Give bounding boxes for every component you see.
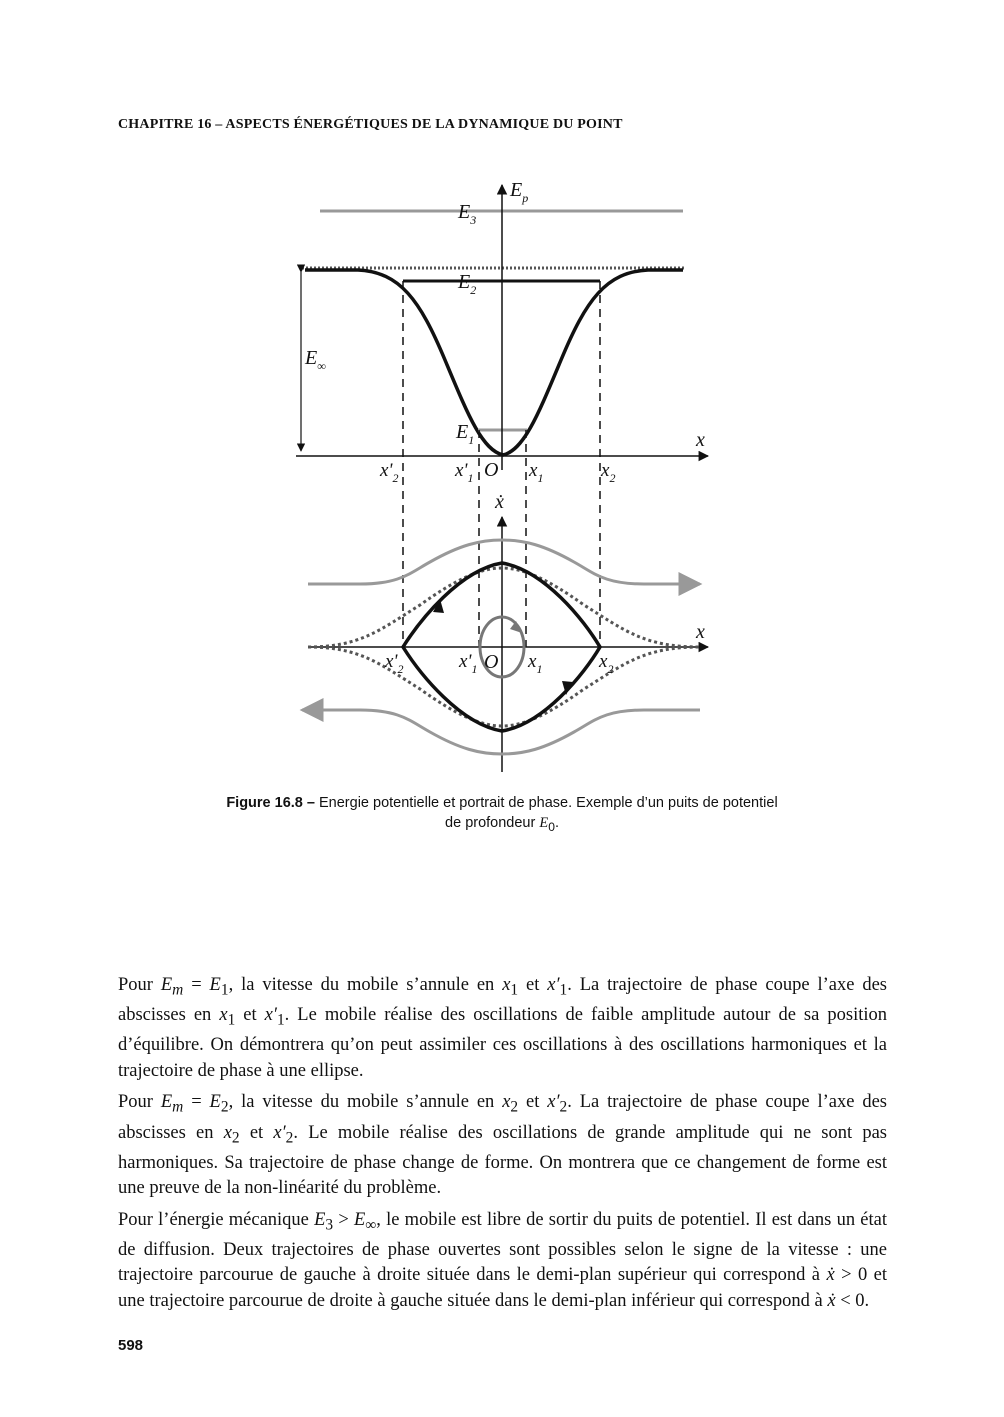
body-text xyxy=(118,973,887,1320)
page-number: 598 xyxy=(118,1337,144,1354)
tick-x2-top: $x_2$ xyxy=(601,460,616,485)
tick-x1-prime-top: $x'_1$ xyxy=(455,460,474,485)
tick-x2-phase: $x_2$ xyxy=(599,651,614,676)
figure-caption xyxy=(150,793,854,837)
x-axis-top-label: x xyxy=(696,429,705,451)
ep-axis-label: $E_p$ xyxy=(510,179,529,205)
level-e2-label: $E_2$ xyxy=(458,271,477,297)
caption-end: . xyxy=(554,815,559,831)
tick-x1-prime-phase: $x'_1$ xyxy=(459,651,478,676)
level-einf-label: $E_\infty$ xyxy=(305,347,326,373)
caption-symbol: E xyxy=(539,815,549,831)
separatrix-upper xyxy=(308,568,700,647)
level-e3-label: $E_3$ xyxy=(458,201,477,227)
separatrix-lower xyxy=(308,647,700,726)
caption-text-1: Energie potentielle et portrait de phase. Exemple d’un puits de potentiel xyxy=(319,795,778,811)
tick-x1-phase: $x_1$ xyxy=(528,651,543,676)
tick-x2-prime-top: $x'_2$ xyxy=(380,460,399,485)
x-axis-phase-label: x xyxy=(696,621,705,643)
phase-portrait-plot xyxy=(302,491,708,772)
origin-phase-label: O xyxy=(484,651,499,673)
caption-text-2: de profondeur xyxy=(445,815,536,831)
level-e1-label: $E_1$ xyxy=(456,421,475,447)
tick-x1-top: $x_1$ xyxy=(529,460,544,485)
caption-label: Figure 16.8 – xyxy=(226,795,315,811)
running-header: CHAPITRE 16 – ASPECTS ÉNERGÉTIQUES DE LA DYNAMIQUE DU POINT xyxy=(118,117,623,132)
paragraph-1: Pour $E_m = E_1$, la vitesse du mobile s’annule en $x_1$ et $x'_1$. La trajectoire de phase coupe l’axe des abscisses en $x_1$ et $x'_1$. Le mobile réalise des oscillations de faible amplitude autour de sa position d’équilibre. On démontrera qu’on peut assimiler ces oscillations à des oscillations harmoniques et la trajectoire de phase à une ellipse. xyxy=(118,975,888,1081)
ellipse-arrow xyxy=(510,621,522,633)
potential-well-curve xyxy=(305,270,683,455)
tick-x2-prime-phase: $x'_2$ xyxy=(385,651,404,676)
xdot-axis-label: ẋ xyxy=(495,491,504,513)
paragraph-2: Pour $E_m = E_2$, la vitesse du mobile s’annule en $x_2$ et $x'_2$. La trajectoire de phase coupe l’axe des abscisses en $x_2$ et $x'_2$. Le mobile réalise des oscillations de grande amplitude qui ne sont pas harmoniques. Sa trajectoire de phase change de forme. On montrera que ce changement de forme est une preuve de la non-linéarité du problème. xyxy=(118,1092,888,1199)
origin-top-label: O xyxy=(484,459,499,481)
paragraph-3: Pour l’énergie mécanique $E_3 > E_\infty$, le mobile est libre de sortir du puits de potentiel. Il est dans un état de diffusion. Deux trajectoires de phase ouvertes sont possibles selon le signe de la vitesse : une trajectoire parcourue de gauche à droite située dans le demi-plan supérieur qui correspond à ẋ > 0 et une trajectoire parcourue de droite à gauche située dans le demi-plan inférieur qui correspond à ẋ < 0. xyxy=(118,1209,887,1311)
caption-symbol-sub: 0 xyxy=(548,819,555,834)
